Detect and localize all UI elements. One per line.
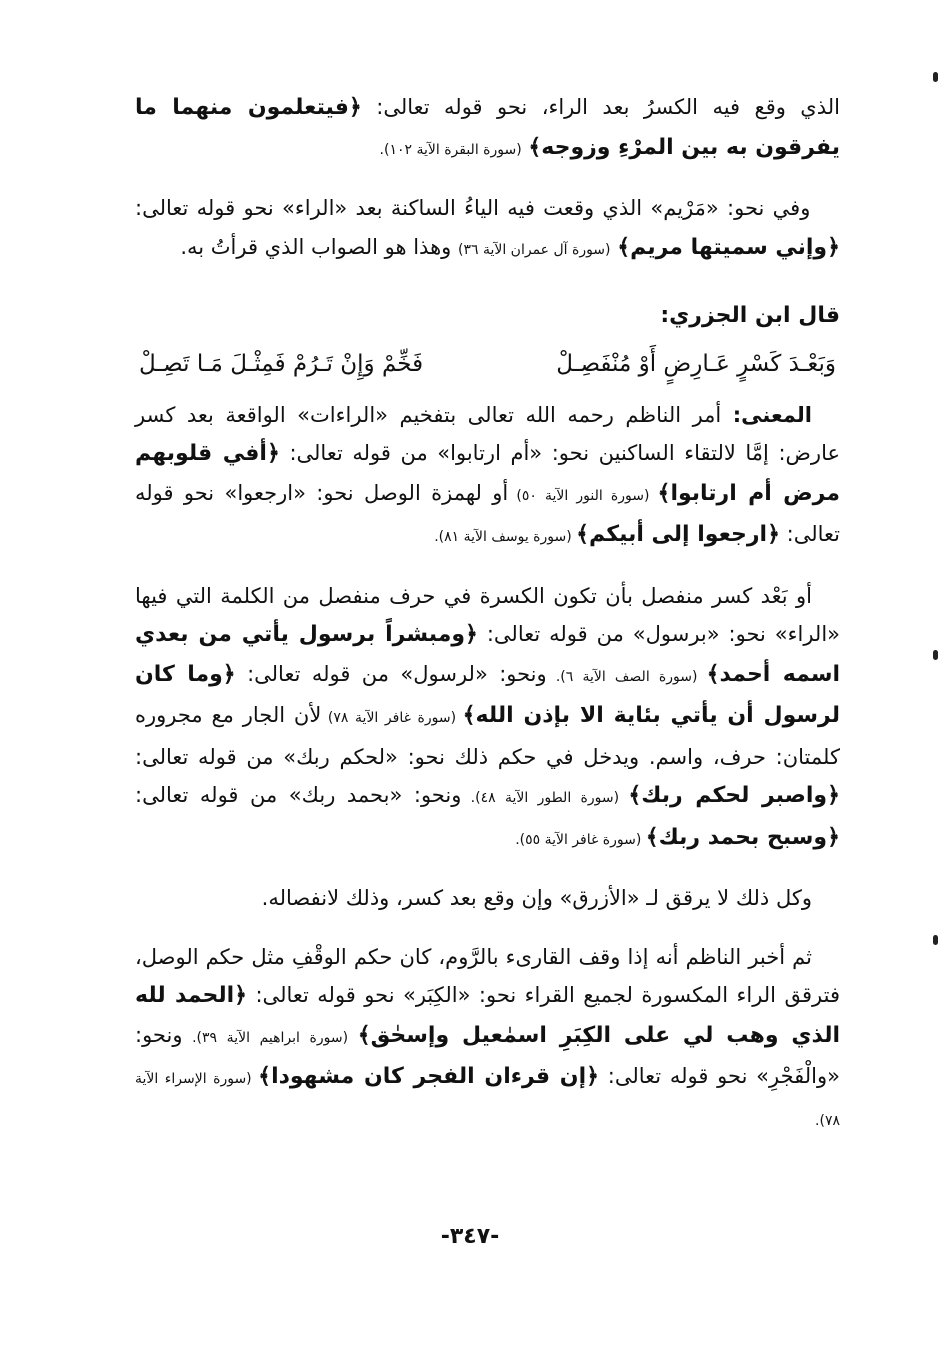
commentary-text: ونحو: «والْفَجْرِ» نحو قوله تعالى: — [135, 1022, 841, 1088]
commentary-paragraph — [135, 396, 840, 557]
paragraph-2-tail: وهذا هو الصواب الذي قرأتُ به. — [180, 234, 452, 259]
paragraph-2-text: وفي نحو: «مَرْيم» الذي وقعت فيه الياءُ الساكنة بعد «الراء» نحو قوله تعالى: — [135, 196, 811, 220]
surah-reference: (سورة يوسف الآية ٨١). — [434, 529, 577, 545]
surah-reference: (سورة غافر الآية ٥٥). — [515, 831, 646, 848]
quran-verse: ﴿واصبر لحكم ربك﴾ — [628, 783, 840, 808]
page-number: -٣٤٧- — [440, 1224, 500, 1249]
quran-verse-baqarah: ﴿فيتعلمون منهما ما يفرقون به بين المرْءِ وزوجه﴾ — [135, 95, 840, 160]
surah-reference: (سورة النور الآية ٥٠) — [508, 487, 658, 504]
surah-reference: (سورة الصف الآية ٦). — [546, 668, 707, 685]
commentary-paragraph — [135, 577, 840, 860]
quran-verse: ﴿ارجعوا إلى أبيكم﴾ — [576, 522, 780, 547]
quran-verse: ﴿إن قرءان الفجر كان مشهودا﴾ — [258, 1064, 600, 1089]
quran-verse: ﴿الحمد لله الذي وهب لي على الكِبَرِ اسمٰعيل وإسحٰق﴾ — [135, 983, 840, 1048]
term-label: المعنى: — [732, 402, 812, 427]
quran-verse-al-imran: ﴿وإني سميتها مريم﴾ — [617, 234, 840, 260]
quran-verse: ﴿أفي قلوبهم مرض أم ارتابوا﴾ — [135, 441, 840, 506]
commentary-text: ثم أخبر الناظم أنه إذا وقف القارىء بالرَّوم، كان حكم الوقْفِ مثل حكم الوصل، فترقق الراء المكسورة لجميع القراء نحو: «الكِبَر» نحو قوله تعالى: — [135, 944, 840, 1007]
commentary-text: ونحو: «بحمد ربك» من قوله تعالى: — [135, 783, 462, 807]
poem-verse — [135, 342, 840, 386]
surah-reference-al-imran: (سورة آل عمران الآية ٣٦) — [457, 241, 611, 258]
commentary-paragraph — [135, 879, 840, 918]
quran-verse: ﴿ومبشراً برسول يأتي من بعدي اسمه أحمد﴾ — [135, 622, 840, 687]
verse-first-hemistich: وَبَعْـدَ كَسْرٍ عَـارِضٍ أَوْ مُنْفَصِـلْ — [556, 350, 836, 377]
verse-second-hemistich: فَخِّمْ وَإِنْ تَـرُمْ فَمِثْـلَ مَـا تَصِـلْ — [139, 350, 424, 377]
surah-reference: (سورة الطور الآية ٤٨). — [461, 790, 629, 806]
surah-reference: (سورة الإسراء الآية ٧٨). — [135, 1071, 840, 1129]
commentary-text: وكل ذلك لا يرقق لـ «الأزرق» وإن وقع بعد كسر، وذلك لانفصاله. — [261, 886, 812, 910]
margin-mark — [933, 650, 938, 660]
quran-verse: ﴿وسبح بحمد ربك﴾ — [645, 824, 840, 850]
commentary — [135, 396, 840, 1141]
commentary-text: أو بَعْد كسر منفصل بأن تكون الكسرة في حرف منفصل من الكلمة التي فيها «الراء» نحو: «برسول» من قوله تعالى: — [135, 583, 841, 646]
commentary-text: ونحو: «لرسول» من قوله تعالى: — [235, 661, 547, 686]
paragraph-1 — [135, 88, 840, 169]
commentary-paragraph — [135, 938, 840, 1141]
margin-mark — [933, 72, 938, 82]
quran-verse: ﴿وما كان لرسول أن يأتي بئاية الا بإذن الله﴾ — [135, 661, 840, 728]
commentary-text: أو لهمزة الوصل نحو: «ارجعوا» نحو قوله تعالى: — [135, 480, 840, 546]
commentary-text: لأن الجار مع مجروره كلمتان: حرف، واسم. ويدخل في حكم ذلك نحو: «لحكم ربك» من قوله تعالى: — [135, 703, 840, 769]
surah-reference: (سورة غافر الآية ٧٨) — [321, 710, 463, 726]
section-heading: قال ابن الجزري: — [660, 303, 840, 328]
paragraph-1-text: الذي وقع فيه الكسرُ بعد الراء، نحو قوله تعالى: — [361, 95, 840, 119]
text-column — [135, 88, 840, 1160]
margin-mark — [933, 935, 938, 945]
surah-reference: (سورة ابراهيم الآية ٣٩). — [182, 1029, 358, 1046]
commentary-text: أمر الناظم رحمه الله تعالى بتفخيم «الراءات» الواقعة بعد كسر عارض: إمَّا لالتقاء الساكنين نحو: «أم ارتابوا» من قوله تعالى: — [135, 402, 840, 465]
surah-reference-baqarah: (سورة البقرة الآية ١٠٢). — [379, 141, 522, 158]
paragraph-2 — [135, 189, 840, 269]
